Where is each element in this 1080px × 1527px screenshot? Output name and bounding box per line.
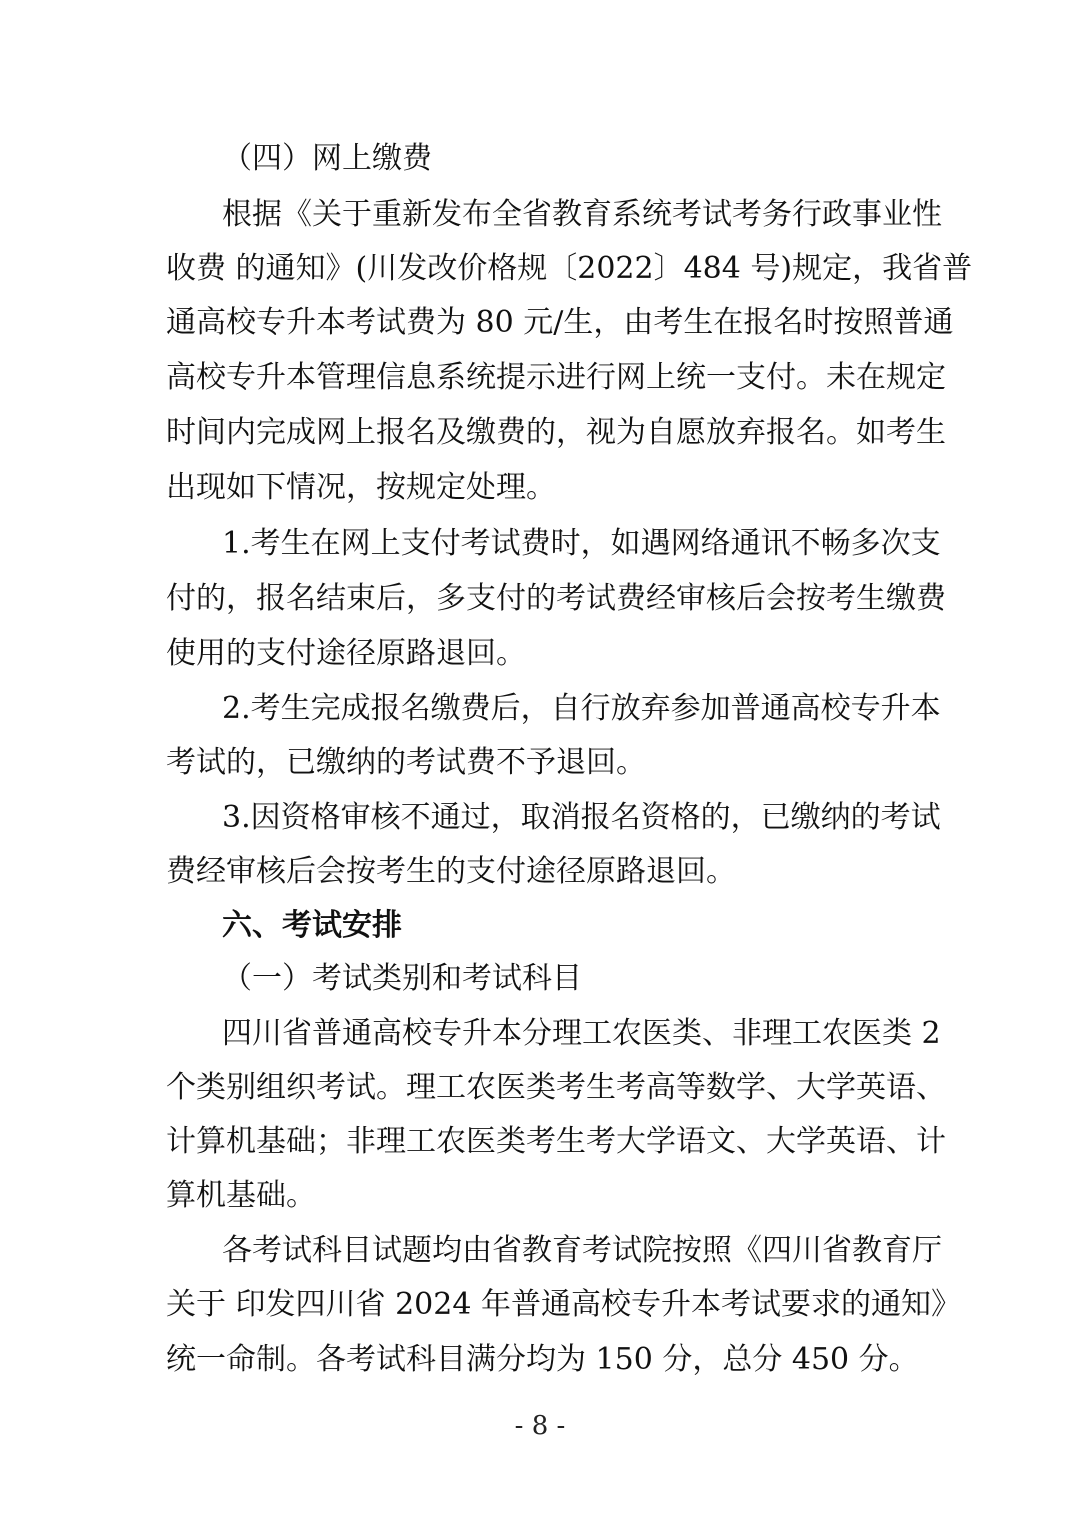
paragraph-line: 根据《关于重新发布全省教育系统考试考务行政事业性 [222, 197, 942, 232]
list-item-2-line: 考试的，已缴纳的考试费不予退回。 [166, 745, 646, 780]
paragraph-line: 收费 的通知》(川发改价格规〔2022〕484 号)规定，我省普 [166, 251, 973, 286]
list-item-1-line: 付的，报名结束后，多支付的考试费经审核后会按考生缴费 [166, 581, 946, 616]
subsection-1-heading: （一）考试类别和考试科目 [222, 961, 582, 996]
paragraph-line: 算机基础。 [166, 1178, 316, 1213]
paragraph-line: 各考试科目试题均由省教育考试院按照《四川省教育厅 [222, 1233, 942, 1268]
list-item-1-line: 1.考生在网上支付考试费时，如遇网络通讯不畅多次支 [222, 526, 941, 561]
section-4-heading: （四）网上缴费 [222, 141, 432, 176]
list-item-3-line: 3.因资格审核不通过，取消报名资格的，已缴纳的考试 [222, 800, 941, 835]
paragraph-line: 四川省普通高校专升本分理工农医类、非理工农医类 2 [222, 1016, 941, 1051]
paragraph-line: 出现如下情况，按规定处理。 [166, 470, 556, 505]
list-item-1-line: 使用的支付途径原路退回。 [166, 636, 526, 671]
paragraph-line: 时间内完成网上报名及缴费的，视为自愿放弃报名。如考生 [166, 415, 946, 450]
paragraph-line: 关于 印发四川省 2024 年普通高校专升本考试要求的通知》 [166, 1287, 961, 1322]
list-item-3-line: 费经审核后会按考生的支付途径原路退回。 [166, 854, 736, 889]
paragraph-line: 统一命制。各考试科目满分均为 150 分，总分 450 分。 [166, 1342, 919, 1377]
page-number: - 8 - [514, 1411, 566, 1441]
list-item-2-line: 2.考生完成报名缴费后，自行放弃参加普通高校专升本 [222, 691, 941, 726]
paragraph-line: 计算机基础；非理工农医类考生考大学语文、大学英语、计 [166, 1124, 946, 1159]
paragraph-line: 通高校专升本考试费为 80 元/生，由考生在报名时按照普通 [166, 305, 954, 340]
paragraph-line: 高校专升本管理信息系统提示进行网上统一支付。未在规定 [166, 360, 946, 395]
paragraph-line: 个类别组织考试。理工农医类考生考高等数学、大学英语、 [166, 1070, 946, 1105]
section-six-heading: 六、考试安排 [222, 908, 402, 943]
